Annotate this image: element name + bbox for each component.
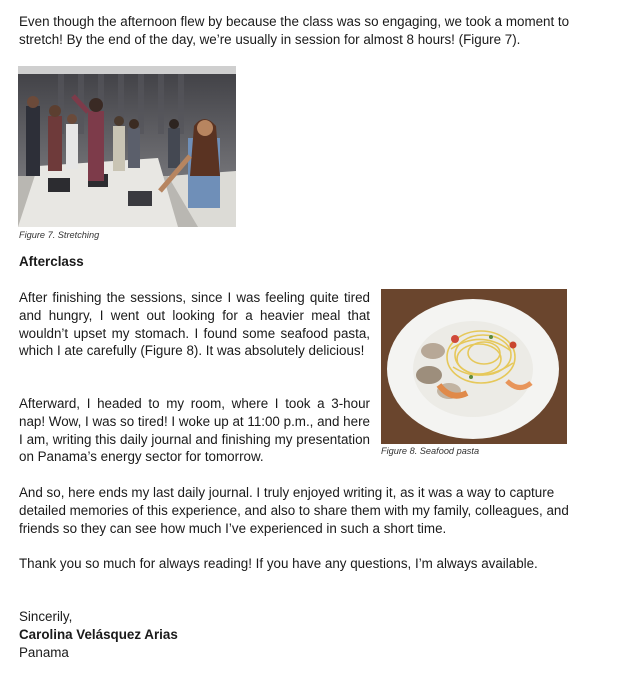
pasta-photo-icon [381, 289, 567, 444]
intro-paragraph: Even though the afternoon flew by because the class was so engaging, we took a moment to stretch! By the end of the day, we’re usually in session for almost 8 hours! (Figure 7). [19, 14, 570, 47]
signature-block [19, 608, 319, 661]
signature-name: Carolina Velásquez Arias [19, 626, 178, 642]
afterclass-paragraph-2: Afterward, I headed to my room, where I took a 3-hour nap! Wow, I was so tired! I woke up at 11:00 p.m., and here I am, writing this daily journal and finishing my presentation on Panama’s energy sector for tomorrow. [19, 396, 370, 465]
afterclass-paragraph-1: After finishing the sessions, since I was feeling quite tired and hungry, I went out looking for a heavier meal that wouldn’t upset my stomach. I found some seafood pasta, which I ate carefully (Figure 8). It was absolutely delicious! [19, 290, 370, 359]
figure-7-caption: Figure 7. Stretching [19, 230, 100, 240]
afterclass-heading: Afterclass [19, 254, 84, 269]
thank-you-paragraph: Thank you so much for always reading! If you have any questions, I’m always available. [19, 556, 538, 571]
closing-paragraph: And so, here ends my last daily journal. I truly enjoyed writing it, as it was a way to capture detailed memories of this experience, and also to share them with my family, colleagues, and friends so they can see how much I’ve experienced in such a short time. [19, 485, 569, 536]
figure-7-photo [18, 66, 236, 227]
signature-place: Panama [19, 644, 69, 660]
figure-8-caption: Figure 8. Seafood pasta [381, 446, 480, 456]
figure-8-photo [381, 289, 567, 444]
classroom-photo-icon [18, 66, 236, 227]
signature-salutation: Sincerily, [19, 609, 73, 624]
